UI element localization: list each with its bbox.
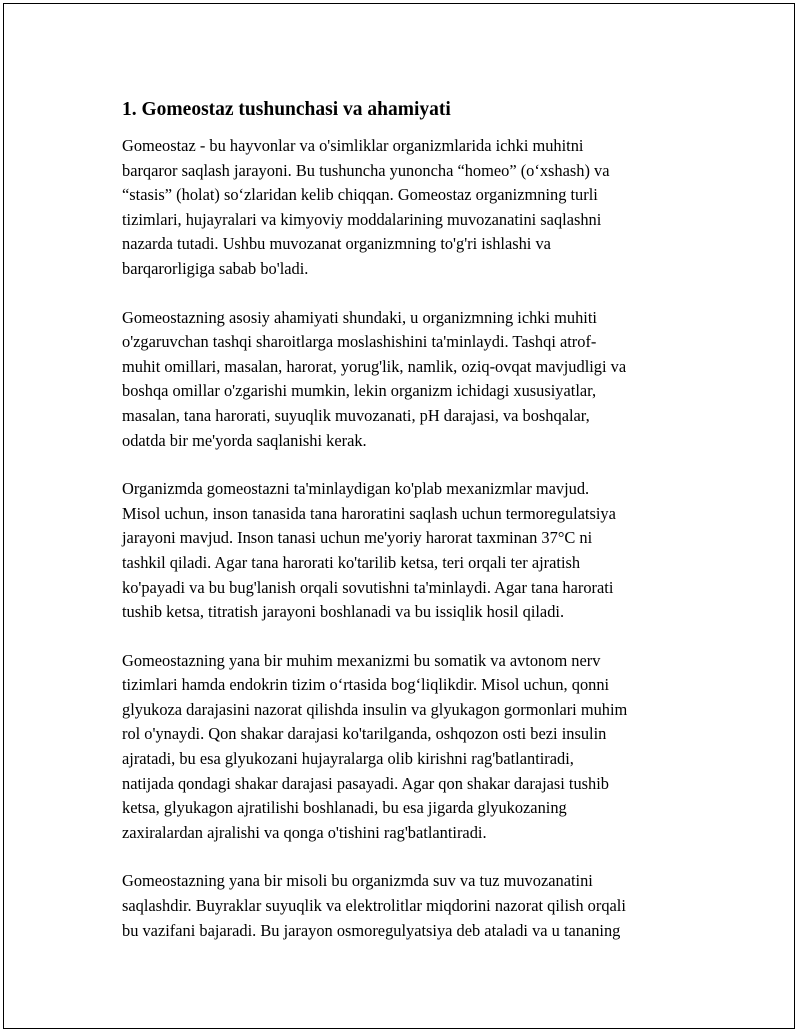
text-line: tizimlari hamda endokrin tizim o‘rtasida bog‘liqlikdir. Misol uchun, qonni [122,675,610,695]
text-line: ketsa, glyukagon ajratilishi boshlanadi, bu esa jigarda glyukozaning [122,798,567,818]
text-line: zaxiralardan ajralishi va qonga o'tishini rag'batlantiradi. [122,822,487,842]
text-line: Misol uchun, inson tanasida tana haroratini saqlash uchun termoregulatsiya [122,503,616,523]
paragraph [122,477,688,625]
text-line: tushib ketsa, titratish jarayoni boshlanadi va bu issiqlik hosil qiladi. [122,602,565,622]
text-line: rol o'ynaydi. Qon shakar darajasi ko'tarilganda, oshqozon osti bezi insulin [122,724,607,744]
paragraph [122,649,688,846]
text-line: natijada qondagi shakar darajasi pasayadi. Agar qon shakar darajasi tushib [122,773,610,793]
text-line: ajratadi, bu esa glyukozani hujayralarga olib kirishni rag'batlantiradi, [122,749,574,769]
text-line: boshqa omillar o'zgarishi mumkin, lekin organizm ichidagi xususiyatlar, [122,381,597,401]
text-line: nazarda tutadi. Ushbu muvozanat organizmning to'g'ri ishlashi va [122,234,551,254]
text-line: barqarorligiga sabab bo'ladi. [122,258,309,278]
text-line: Gomeostaz - bu hayvonlar va o'simliklar organizmlarida ichki muhitni [122,136,584,155]
document-body [122,96,688,967]
paragraph [122,134,688,282]
text-line: masalan, tana harorati, suyuqlik muvozanati, pH darajasi, va boshqalar, [122,405,590,425]
text-line: “stasis” (holat) so‘zlaridan kelib chiqqan. Gomeostaz organizmning turli [122,185,598,205]
text-line: ko'payadi va bu bug'lanish orqali sovutishni ta'minlaydi. Agar tana harorati [122,577,614,597]
page-frame [3,3,795,1029]
text-line: saqlashdir. Buyraklar suyuqlik va elektrolitlar miqdorini nazorat qilish orqali [122,896,626,916]
text-line: barqaror saqlash jarayoni. Bu tushuncha yunoncha “homeo” (o‘xshash) va [122,160,610,180]
text-line: glyukoza darajasini nazorat qilishda insulin va glyukagon gormonlari muhim [122,699,628,719]
paragraph-list [122,134,688,943]
text-line: odatda bir me'yorda saqlanishi kerak. [122,430,367,450]
text-line: jarayoni mavjud. Inson tanasi uchun me'yoriy harorat taxminan 37°C ni [122,528,593,548]
paragraph [122,306,688,454]
section-heading: 1. Gomeostaz tushunchasi va ahamiyati [122,99,451,120]
text-line: muhit omillari, masalan, harorat, yorug'lik, namlik, oziq-ovqat mavjudligi va [122,356,627,376]
text-line: Organizmda gomeostazni ta'minlaydigan ko'plab mexanizmlar mavjud. [122,479,590,499]
text-line: bu vazifani bajaradi. Bu jarayon osmoregulyatsiya deb ataladi va u tananing [122,920,621,940]
text-line: Gomeostazning yana bir muhim mexanizmi bu somatik va avtonom nerv [122,650,601,670]
text-line: Gomeostazning yana bir misoli bu organizmda suv va tuz muvozanatini [122,871,593,891]
text-line: tizimlari, hujayralari va kimyoviy moddalarining muvozanatini saqlashni [122,209,602,229]
text-line: Gomeostazning asosiy ahamiyati shundaki, u organizmning ichki muhiti [122,307,597,327]
text-line: o'zgaruvchan tashqi sharoitlarga moslashishini ta'minlaydi. Tashqi atrof- [122,332,597,352]
text-line: tashkil qiladi. Agar tana harorati ko'tarilib ketsa, teri orqali ter ajratish [122,552,581,572]
paragraph [122,869,688,943]
